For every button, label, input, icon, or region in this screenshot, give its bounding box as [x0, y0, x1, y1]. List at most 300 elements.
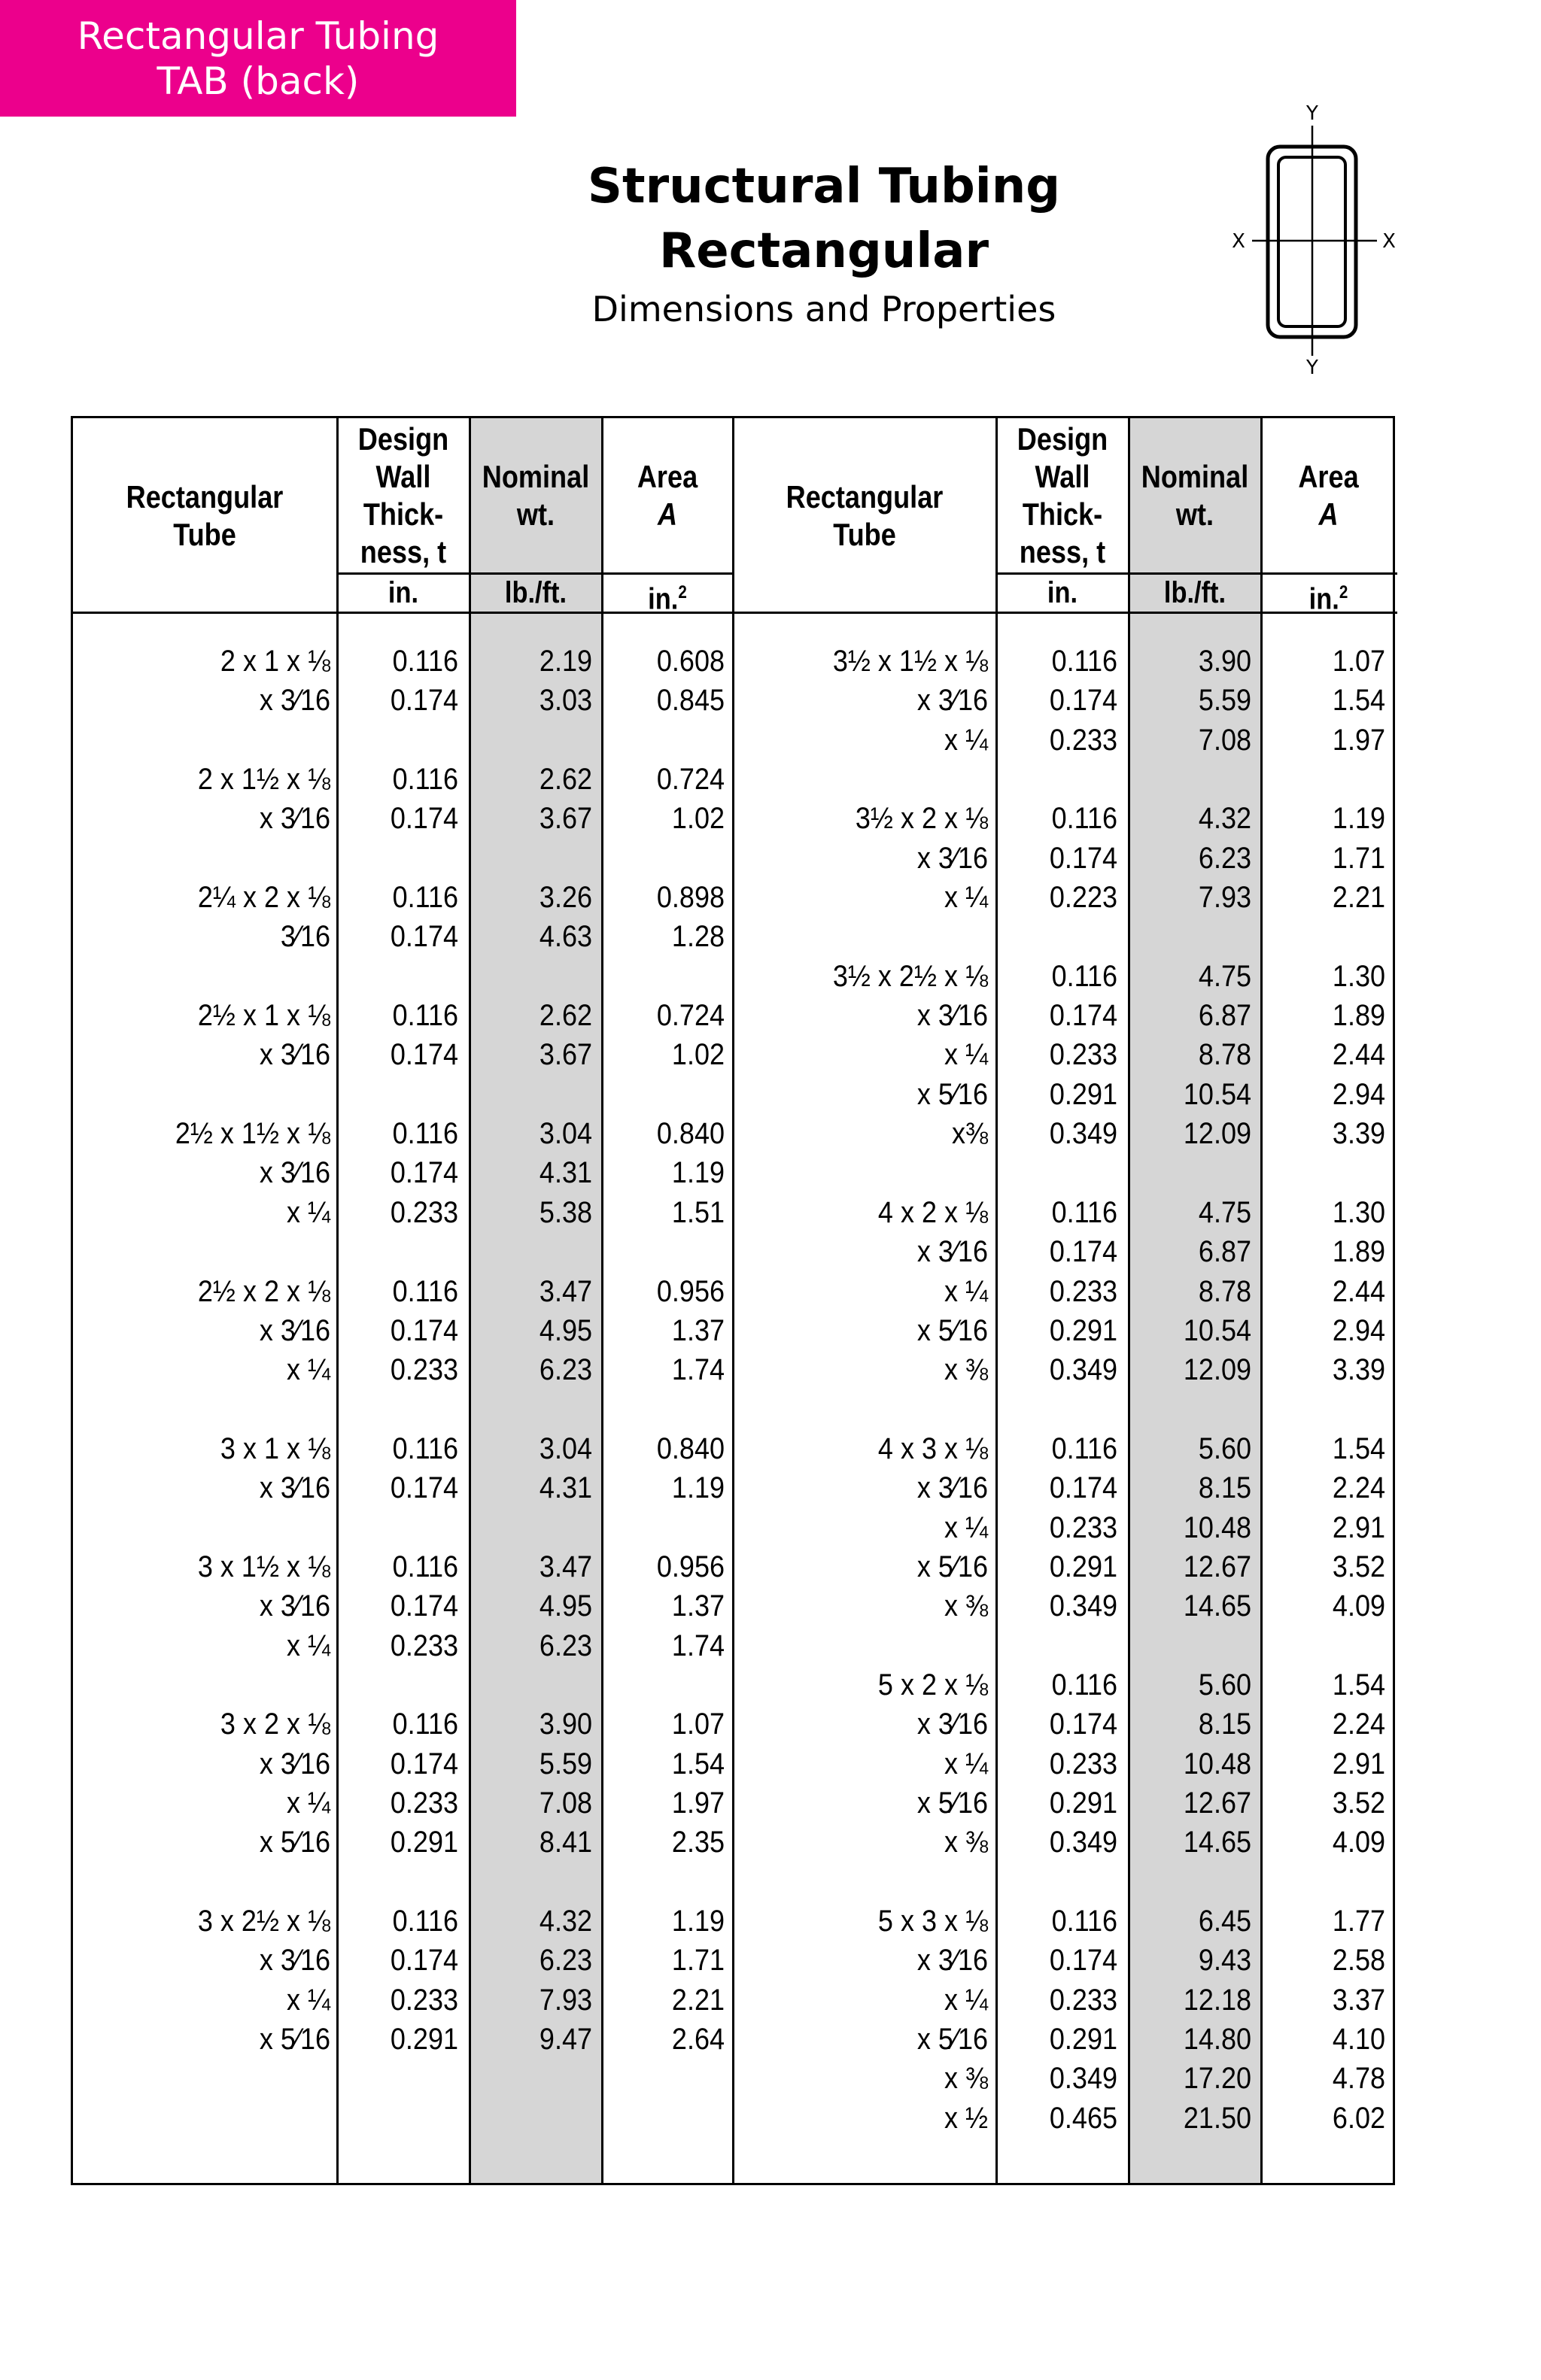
area-cell: 1.51 [671, 1195, 725, 1229]
wall-thickness-cell: 0.174 [390, 1747, 458, 1780]
wall-thickness-cell: 0.174 [390, 1589, 458, 1623]
nominal-weight-cell [1141, 1390, 1251, 1429]
tube-size-cell: x ¼ [286, 1629, 330, 1662]
tube-size-cell: x ⅜ [944, 1826, 988, 1859]
wall-thickness-cell: 0.116 [1051, 645, 1117, 678]
area-cell: 1.07 [1332, 645, 1385, 678]
nominal-weight-cell: 5.60 [1198, 1431, 1251, 1465]
area-cell: 4.10 [1332, 2023, 1385, 2057]
area-cell: 1.02 [671, 1038, 725, 1072]
wall-thickness-cell: 0.291 [1049, 1313, 1117, 1347]
area-cell: 1.89 [1332, 1235, 1385, 1269]
area-cell: 1.77 [1332, 1905, 1385, 1938]
nominal-weight-cell [482, 1075, 592, 1114]
nominal-weight-cell: 6.87 [1198, 1235, 1251, 1269]
wall-thickness-cell [350, 1075, 458, 1114]
wall-thickness-cell: 0.233 [1049, 1983, 1117, 2017]
tube-size-cell: x 3⁄16 [916, 1471, 988, 1505]
area-cell: 3.39 [1332, 1117, 1385, 1151]
nominal-weight-cell: 4.75 [1198, 959, 1251, 993]
wall-thickness-cell: 0.291 [1049, 1550, 1117, 1583]
area-cell: 0.724 [656, 999, 725, 1033]
nominal-unit-right: lb./ft. [1163, 576, 1226, 609]
nominal-weight-cell: 7.08 [1198, 723, 1251, 757]
area-cell: 3.37 [1332, 1983, 1385, 2017]
area-cell: 1.54 [1332, 1668, 1385, 1702]
nominal-weight-cell: 12.18 [1183, 1983, 1251, 2017]
wall-thickness-cell: 0.223 [1049, 881, 1117, 915]
wall-thickness-cell: 0.116 [1051, 1905, 1117, 1938]
wall-thickness-cell: 0.174 [390, 1944, 458, 1978]
area-unit-left: in.$^2$ [648, 582, 687, 616]
wall-thickness-cell: 0.116 [1051, 1195, 1117, 1229]
wall-thickness-cell: 0.349 [1049, 1589, 1117, 1623]
area-cell: 1.74 [671, 1353, 725, 1387]
area-header-left: Area A [637, 458, 698, 532]
nominal-weight-cell: 8.15 [1198, 1471, 1251, 1505]
wall-thickness-cell: 0.116 [392, 881, 458, 915]
nominal-weight-cell: 3.67 [539, 802, 592, 836]
wall-thickness-cell: 0.349 [1049, 1353, 1117, 1387]
tube-size-cell: x ¼ [944, 1510, 988, 1544]
area-cell [615, 957, 725, 996]
area-cell [1274, 1626, 1385, 1665]
wall-thickness-cell [1009, 1626, 1117, 1665]
tube-size-cell: x 3⁄16 [259, 1589, 330, 1623]
nominal-weight-cell: 10.54 [1183, 1077, 1251, 1111]
nominal-weight-cell: 7.93 [539, 1983, 592, 2017]
area-cell: 1.54 [1332, 684, 1385, 718]
area-cell: 0.956 [656, 1274, 725, 1308]
area-cell: 0.724 [656, 763, 725, 797]
wall-thickness-cell: 0.174 [390, 1313, 458, 1347]
tube-size-cell: 4 x 2 x ⅛ [877, 1195, 988, 1229]
nominal-weight-cell [482, 1665, 592, 1705]
wall-thickness-cell: 0.349 [1049, 1117, 1117, 1151]
nominal-weight-cell [1141, 917, 1251, 956]
nominal-weight-cell: 4.32 [1198, 802, 1251, 836]
nominal-weight-cell: 10.54 [1183, 1313, 1251, 1347]
area-cell: 1.37 [671, 1589, 725, 1623]
wall-thickness-cell: 0.233 [1049, 1038, 1117, 1072]
area-cell [1274, 917, 1385, 956]
wall-thickness-cell: 0.116 [1051, 1668, 1117, 1702]
tube-size-cell [99, 1075, 330, 1114]
wall-thickness-cell: 0.174 [1049, 841, 1117, 875]
tube-size-cell [99, 839, 330, 878]
nominal-weight-cell: 4.32 [539, 1905, 592, 1938]
area-cell: 2.44 [1332, 1274, 1385, 1308]
nominal-weight-cell [482, 839, 592, 878]
wall-thickness-cell: 0.116 [392, 1905, 458, 1938]
nominal-weight-cell: 8.78 [1198, 1038, 1251, 1072]
right-nominal-column [1129, 642, 1251, 2138]
wall-thickness-cell: 0.174 [1049, 1708, 1117, 1741]
tube-size-cell: 4 x 3 x ⅛ [877, 1431, 988, 1465]
tube-size-cell: x 5⁄16 [916, 1550, 988, 1583]
tube-size-cell: 2½ x 1½ x ⅛ [175, 1117, 330, 1151]
tube-size-cell [99, 1390, 330, 1429]
tube-size-cell: x ¼ [944, 1983, 988, 2017]
area-cell [615, 1390, 725, 1429]
wall-thickness-cell [350, 1232, 458, 1271]
area-cell [615, 1508, 725, 1547]
nominal-weight-cell: 2.62 [539, 763, 592, 797]
wall-thickness-cell: 0.174 [1049, 684, 1117, 718]
nominal-weight-cell: 3.90 [539, 1708, 592, 1741]
wall-thickness-cell: 0.174 [390, 1471, 458, 1505]
tube-size-cell: 2½ x 2 x ⅛ [197, 1274, 330, 1308]
tube-size-cell: 3 x 1 x ⅛ [220, 1431, 330, 1465]
right-area-column [1262, 642, 1385, 2138]
area-cell: 1.97 [671, 1786, 725, 1820]
nominal-unit-left: lb./ft. [504, 576, 567, 609]
wall-thickness-cell: 0.116 [1051, 959, 1117, 993]
nominal-header-left: Nominal wt. [482, 458, 590, 532]
section-tab [0, 0, 516, 117]
nominal-weight-cell [1141, 1626, 1251, 1665]
tube-size-cell: 3½ x 1½ x ⅛ [832, 645, 988, 678]
area-cell: 1.30 [1332, 1195, 1385, 1229]
page-title-line2: Rectangular [658, 223, 989, 279]
nominal-weight-cell: 3.67 [539, 1038, 592, 1072]
nominal-weight-cell: 4.95 [539, 1589, 592, 1623]
area-cell: 2.35 [671, 1826, 725, 1859]
wall-thickness-cell: 0.174 [390, 920, 458, 954]
tube-size-cell [99, 1665, 330, 1705]
area-cell: 1.97 [1332, 723, 1385, 757]
wall-thickness-cell: 0.233 [1049, 723, 1117, 757]
wall-thickness-cell: 0.116 [392, 763, 458, 797]
nominal-weight-cell: 3.47 [539, 1550, 592, 1583]
tube-size-cell: x 3⁄16 [916, 1235, 988, 1269]
area-cell: 6.02 [1332, 2101, 1385, 2135]
tube-axes-diagram [1219, 102, 1396, 387]
area-cell: 1.74 [671, 1629, 725, 1662]
nominal-weight-cell: 10.48 [1183, 1510, 1251, 1544]
area-cell: 2.21 [671, 1983, 725, 2017]
tube-size-cell: x 3⁄16 [916, 1944, 988, 1978]
area-cell: 1.54 [671, 1747, 725, 1780]
area-header-right: Area A [1298, 458, 1359, 532]
wall-thickness-cell [350, 721, 458, 760]
wall-thickness-cell: 0.349 [1049, 2062, 1117, 2096]
nominal-weight-cell: 3.47 [539, 1274, 592, 1308]
tube-size-cell: 2 x 1 x ⅛ [220, 645, 330, 678]
wall-thickness-cell: 0.116 [1051, 802, 1117, 836]
tube-size-cell [99, 1508, 330, 1547]
wall-thickness-cell: 0.116 [392, 1431, 458, 1465]
tube-size-cell [759, 1626, 988, 1665]
area-cell: 2.21 [1332, 881, 1385, 915]
area-cell: 2.58 [1332, 1944, 1385, 1978]
nominal-weight-cell: 3.04 [539, 1117, 592, 1151]
area-cell: 1.30 [1332, 959, 1385, 993]
tube-size-cell: x ⅜ [944, 1353, 988, 1387]
area-cell: 1.89 [1332, 999, 1385, 1033]
area-cell: 4.09 [1332, 1589, 1385, 1623]
nominal-weight-cell: 2.62 [539, 999, 592, 1033]
page-header [527, 154, 1121, 332]
area-cell: 2.44 [1332, 1038, 1385, 1072]
tube-size-cell: x ¼ [944, 1747, 988, 1780]
tube-size-cell: x ¼ [286, 1786, 330, 1820]
wall-thickness-cell: 0.116 [392, 999, 458, 1033]
left-size-column [73, 642, 330, 2059]
tube-size-cell: 5 x 2 x ⅛ [877, 1668, 988, 1702]
wall-thickness-cell: 0.233 [1049, 1510, 1117, 1544]
wall-thickness-cell [1009, 1390, 1117, 1429]
nominal-weight-cell: 8.15 [1198, 1708, 1251, 1741]
right-wall-column [997, 642, 1117, 2138]
wall-thickness-cell [350, 957, 458, 996]
nominal-weight-cell [1141, 1153, 1251, 1192]
left-wall-column [338, 642, 458, 2059]
properties-table [71, 416, 1395, 2185]
area-cell [615, 1232, 725, 1271]
nominal-weight-cell: 6.45 [1198, 1905, 1251, 1938]
area-cell: 2.94 [1332, 1077, 1385, 1111]
area-cell [615, 1075, 725, 1114]
nominal-weight-cell [482, 1232, 592, 1271]
area-cell [1274, 1862, 1385, 1902]
nominal-weight-cell: 3.90 [1198, 645, 1251, 678]
tube-size-cell [99, 721, 330, 760]
tube-size-cell: x 5⁄16 [916, 1786, 988, 1820]
wall-thickness-cell: 0.174 [1049, 1235, 1117, 1269]
nominal-weight-cell: 9.47 [539, 2023, 592, 2057]
wall-header-right: Design Wall Thick- ness, t [1017, 420, 1108, 569]
nominal-weight-cell: 14.80 [1183, 2023, 1251, 2057]
nominal-weight-cell [482, 1390, 592, 1429]
tube-size-cell: x 3⁄16 [259, 802, 330, 836]
nominal-weight-cell [482, 1862, 592, 1902]
wall-thickness-cell [1009, 1153, 1117, 1192]
tube-size-cell: 3 x 2 x ⅛ [220, 1708, 330, 1741]
nominal-weight-cell: 5.59 [1198, 684, 1251, 718]
area-cell: 0.608 [656, 645, 725, 678]
nominal-weight-cell: 14.65 [1183, 1589, 1251, 1623]
area-cell: 3.52 [1332, 1786, 1385, 1820]
y-axis-bottom-label: Y [1306, 357, 1318, 379]
tube-size-cell: x 3⁄16 [259, 684, 330, 718]
wall-thickness-cell [1009, 760, 1117, 799]
area-cell: 2.64 [671, 2023, 725, 2057]
area-cell: 1.54 [1332, 1431, 1385, 1465]
tube-size-cell [759, 917, 988, 956]
nominal-weight-cell: 12.09 [1183, 1353, 1251, 1387]
tube-size-cell: x ¼ [944, 1038, 988, 1072]
tube-size-cell [99, 957, 330, 996]
wall-thickness-cell [350, 1665, 458, 1705]
area-cell: 1.71 [671, 1944, 725, 1978]
nominal-weight-cell: 12.09 [1183, 1117, 1251, 1151]
tube-size-cell [99, 1862, 330, 1902]
area-cell: 2.91 [1332, 1747, 1385, 1780]
tube-size-cell: x 3⁄16 [259, 1471, 330, 1505]
tube-size-cell: 3⁄16 [280, 920, 330, 954]
wall-thickness-cell: 0.116 [392, 1550, 458, 1583]
nominal-weight-cell [1141, 760, 1251, 799]
area-cell [615, 721, 725, 760]
nominal-weight-cell: 4.31 [539, 1471, 592, 1505]
area-cell: 4.09 [1332, 1826, 1385, 1859]
nominal-weight-cell [482, 957, 592, 996]
tube-header-right: Rectangular Tube [786, 479, 944, 552]
nominal-weight-cell: 4.63 [539, 920, 592, 954]
tube-size-cell: x 3⁄16 [916, 684, 988, 718]
wall-thickness-cell [350, 839, 458, 878]
wall-thickness-cell: 0.116 [392, 1274, 458, 1308]
area-cell [615, 839, 725, 878]
tube-size-cell: 2 x 1½ x ⅛ [197, 763, 330, 797]
wall-thickness-cell [350, 1862, 458, 1902]
wall-thickness-cell: 0.174 [390, 1038, 458, 1072]
nominal-weight-cell: 3.04 [539, 1431, 592, 1465]
area-cell [615, 1862, 725, 1902]
tube-size-cell: x 3⁄16 [259, 1038, 330, 1072]
wall-thickness-cell: 0.291 [390, 2023, 458, 2057]
area-cell: 1.19 [671, 1905, 725, 1938]
tube-header-left: Rectangular Tube [126, 479, 284, 552]
nominal-weight-cell: 3.03 [539, 684, 592, 718]
tube-size-cell: x ¼ [286, 1195, 330, 1229]
nominal-header-right: Nominal wt. [1141, 458, 1249, 532]
area-cell: 1.37 [671, 1313, 725, 1347]
nominal-weight-cell [482, 1508, 592, 1547]
nominal-weight-cell: 17.20 [1183, 2062, 1251, 2096]
tube-size-cell: x⅜ [951, 1117, 988, 1151]
wall-header-left: Design Wall Thick- ness, t [357, 420, 449, 569]
tube-size-cell: x 5⁄16 [916, 1077, 988, 1111]
wall-thickness-cell: 0.233 [390, 1195, 458, 1229]
x-axis-right-label: X [1382, 230, 1396, 253]
wall-thickness-cell [350, 1508, 458, 1547]
area-cell: 2.24 [1332, 1708, 1385, 1741]
wall-thickness-cell: 0.116 [392, 645, 458, 678]
area-cell [1274, 1390, 1385, 1429]
tube-size-cell: x 3⁄16 [916, 841, 988, 875]
tube-size-cell: x ¼ [944, 723, 988, 757]
wall-thickness-cell: 0.174 [390, 1156, 458, 1190]
wall-thickness-cell: 0.291 [390, 1826, 458, 1859]
tube-size-cell: 5 x 3 x ⅛ [877, 1905, 988, 1938]
wall-thickness-cell: 0.174 [1049, 999, 1117, 1033]
area-cell: 3.52 [1332, 1550, 1385, 1583]
page-title-line1: Structural Tubing [587, 159, 1061, 214]
tube-size-cell [99, 1232, 330, 1271]
wall-thickness-cell: 0.116 [1051, 1431, 1117, 1465]
nominal-weight-cell: 4.31 [539, 1156, 592, 1190]
wall-unit-left: in. [388, 576, 419, 609]
right-size-column [734, 642, 988, 2138]
tube-size-cell: 3½ x 2½ x ⅛ [832, 959, 988, 993]
wall-thickness-cell: 0.233 [1049, 1274, 1117, 1308]
wall-thickness-cell: 0.116 [392, 1117, 458, 1151]
wall-thickness-cell: 0.174 [1049, 1471, 1117, 1505]
nominal-weight-cell: 5.60 [1198, 1668, 1251, 1702]
tab-title: Rectangular Tubing [77, 14, 439, 58]
area-unit-right: in.$^2$ [1308, 582, 1348, 616]
nominal-weight-cell: 6.87 [1198, 999, 1251, 1033]
area-cell: 1.07 [671, 1708, 725, 1741]
tube-size-cell: x ¼ [286, 1983, 330, 2017]
tube-size-cell: x 3⁄16 [259, 1747, 330, 1780]
area-cell: 1.71 [1332, 841, 1385, 875]
wall-thickness-cell: 0.291 [1049, 1077, 1117, 1111]
tube-size-cell: 3 x 2½ x ⅛ [197, 1905, 330, 1938]
tube-size-cell: x 3⁄16 [259, 1156, 330, 1190]
left-area-column [603, 642, 725, 2059]
tube-size-cell [759, 1390, 988, 1429]
area-cell [615, 1665, 725, 1705]
nominal-weight-cell: 7.08 [539, 1786, 592, 1820]
nominal-weight-cell: 14.65 [1183, 1826, 1251, 1859]
wall-thickness-cell: 0.233 [390, 1353, 458, 1387]
wall-thickness-cell: 0.465 [1049, 2101, 1117, 2135]
tab-subtitle: TAB (back) [157, 59, 360, 103]
area-cell: 0.956 [656, 1550, 725, 1583]
tube-size-cell: x 3⁄16 [916, 999, 988, 1033]
wall-thickness-cell: 0.233 [390, 1983, 458, 2017]
nominal-weight-cell: 4.95 [539, 1313, 592, 1347]
y-axis-top-label: Y [1306, 102, 1318, 125]
tube-size-cell: x ¼ [286, 1353, 330, 1387]
left-nominal-column [470, 642, 592, 2059]
wall-thickness-cell: 0.233 [390, 1629, 458, 1662]
nominal-weight-cell: 2.19 [539, 645, 592, 678]
tube-size-cell: x 5⁄16 [259, 1826, 330, 1859]
wall-thickness-cell: 0.233 [1049, 1747, 1117, 1780]
nominal-weight-cell [482, 721, 592, 760]
nominal-weight-cell: 6.23 [1198, 841, 1251, 875]
tube-size-cell: 3 x 1½ x ⅛ [197, 1550, 330, 1583]
wall-thickness-cell: 0.116 [392, 1708, 458, 1741]
area-cell: 2.94 [1332, 1313, 1385, 1347]
area-cell: 1.02 [671, 802, 725, 836]
area-cell: 0.840 [656, 1431, 725, 1465]
wall-thickness-cell: 0.233 [390, 1786, 458, 1820]
area-cell: 2.91 [1332, 1510, 1385, 1544]
nominal-weight-cell: 4.75 [1198, 1195, 1251, 1229]
area-cell: 0.898 [656, 881, 725, 915]
tube-size-cell: x ½ [944, 2101, 988, 2135]
wall-thickness-cell: 0.174 [390, 684, 458, 718]
tube-size-cell [759, 1153, 988, 1192]
nominal-weight-cell: 5.59 [539, 1747, 592, 1780]
wall-thickness-cell: 0.349 [1049, 1826, 1117, 1859]
tube-size-cell: x 3⁄16 [916, 1708, 988, 1741]
tube-size-cell: x ¼ [944, 1274, 988, 1308]
wall-thickness-cell [1009, 917, 1117, 956]
nominal-weight-cell: 3.26 [539, 881, 592, 915]
area-cell: 0.840 [656, 1117, 725, 1151]
nominal-weight-cell: 21.50 [1183, 2101, 1251, 2135]
wall-thickness-cell: 0.291 [1049, 2023, 1117, 2057]
nominal-weight-cell: 6.23 [539, 1353, 592, 1387]
nominal-weight-cell: 12.67 [1183, 1786, 1251, 1820]
area-cell: 1.19 [671, 1156, 725, 1190]
page-subtitle: Dimensions and Properties [591, 289, 1056, 329]
area-cell: 3.39 [1332, 1353, 1385, 1387]
tube-size-cell: x 5⁄16 [259, 2023, 330, 2057]
tube-size-cell: x ⅜ [944, 1589, 988, 1623]
area-cell: 2.24 [1332, 1471, 1385, 1505]
tube-size-cell: x 3⁄16 [259, 1944, 330, 1978]
wall-unit-right: in. [1047, 576, 1078, 609]
tube-size-cell [759, 760, 988, 799]
area-cell: 1.19 [1332, 802, 1385, 836]
